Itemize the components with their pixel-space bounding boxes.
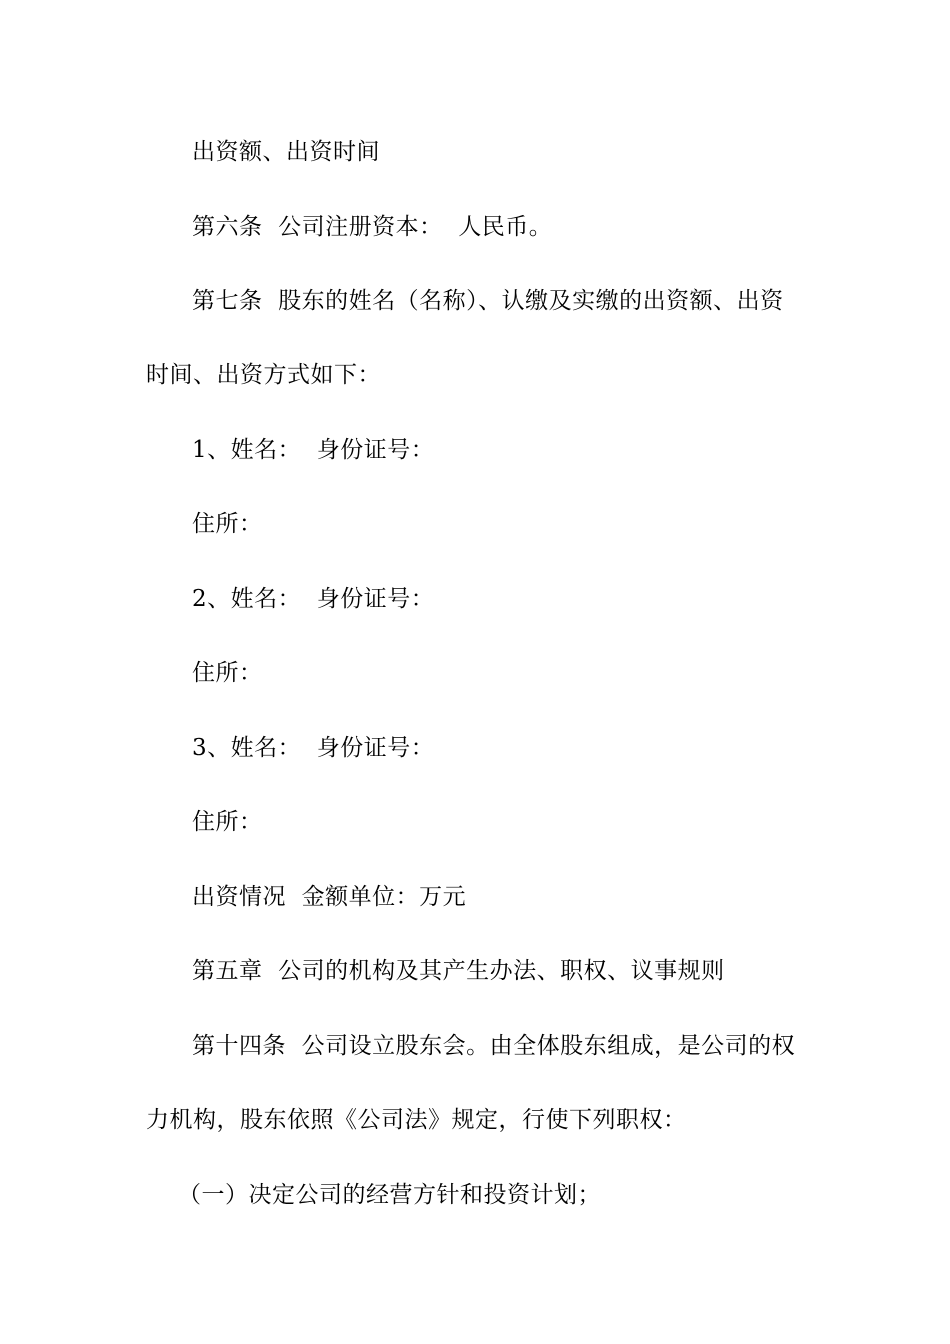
paragraph-line: 住所： — [192, 511, 263, 537]
paragraph-line: 出资额、出资时间 — [192, 139, 380, 165]
paragraph-line: 2、姓名： 身份证号： — [192, 586, 435, 612]
paragraph-line: 1、姓名： 身份证号： — [192, 437, 435, 463]
paragraph-line: 力机构，股东依照《公司法》规定，行使下列职权： — [146, 1107, 687, 1133]
paragraph-line: 住所： — [192, 809, 263, 835]
list-item: （一）决定公司的经营方针和投资计划； — [178, 1182, 601, 1208]
paragraph-line: 第七条 股东的姓名（名称）、认缴及实缴的出资额、出资 — [192, 288, 784, 314]
paragraph-line: 3、姓名： 身份证号： — [192, 735, 435, 761]
paragraph-line: 第六条 公司注册资本： 人民币。 — [192, 214, 553, 240]
paragraph-line: 出资情况 金额单位：万元 — [192, 884, 467, 910]
paragraph-line: 住所： — [192, 660, 263, 686]
paragraph-line: 第十四条 公司设立股东会。由全体股东组成，是公司的权 — [192, 1033, 796, 1059]
paragraph-line: 时间、出资方式如下： — [146, 362, 381, 388]
chapter-heading: 第五章 公司的机构及其产生办法、职权、议事规则 — [192, 958, 725, 984]
